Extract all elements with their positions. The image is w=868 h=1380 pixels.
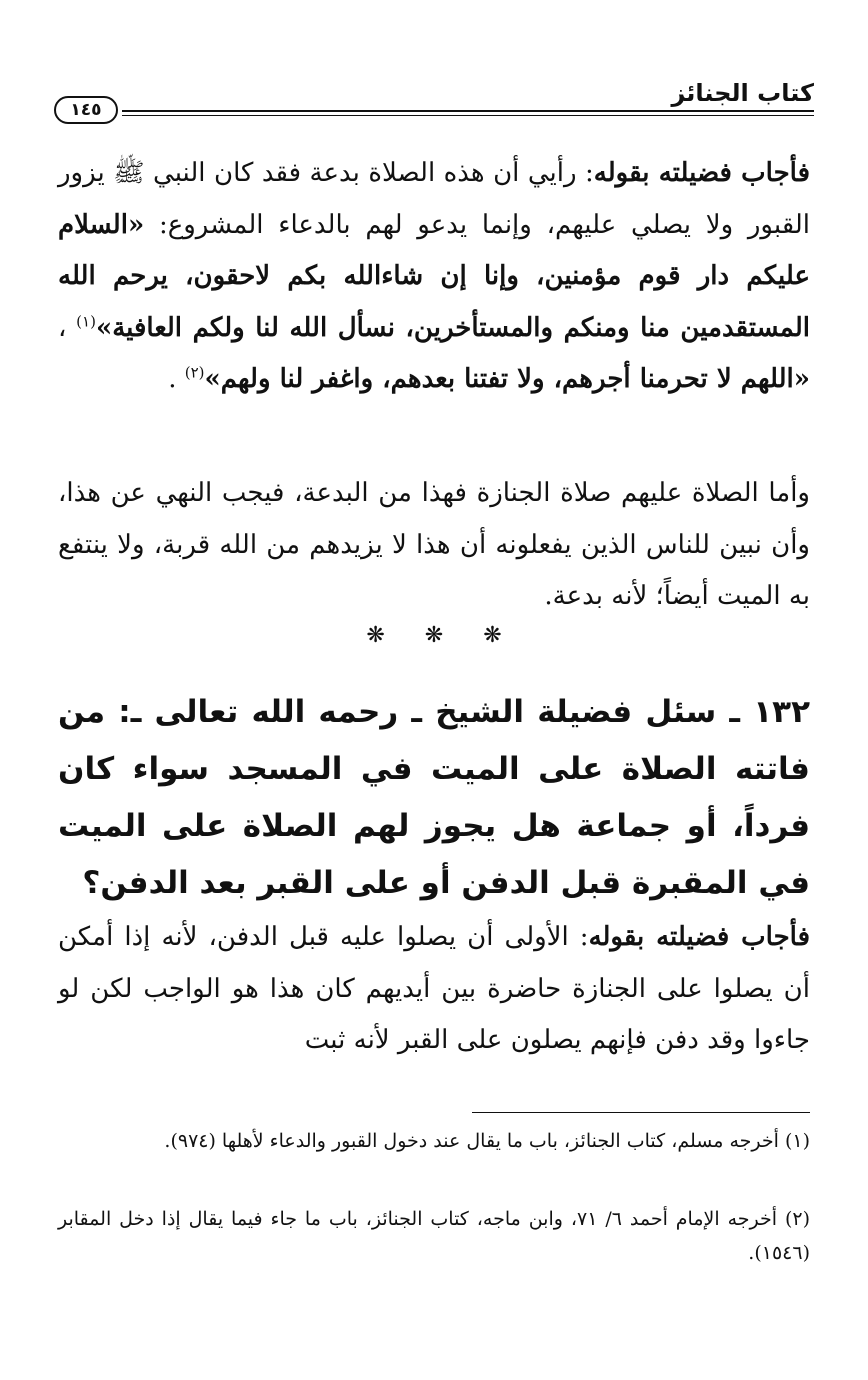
answer-paragraph-3: [58, 912, 810, 1067]
footnote-ref-1: (١): [76, 311, 96, 330]
answer-paragraph-1: [58, 148, 810, 406]
question-heading: ١٣٢ ـ سئل فضيلة الشيخ ـ رحمه الله تعالى ـ: من فاتته الصلاة على الميت في المسجد سواء كان فرداً، أو جماعة هل يجوز لهم الصلاة على الميت في المقبرة قبل الدفن أو على القبر بعد الدفن؟: [58, 694, 810, 901]
answer-lead: فأجاب فضيلته بقوله: [593, 158, 810, 188]
footnote-ref-2: (٢): [184, 363, 205, 382]
page-header: [54, 78, 814, 128]
footnote-2: [58, 1202, 810, 1270]
answer-lead: فأجاب فضيلته بقوله: [588, 922, 810, 952]
star-ornament: ❋: [424, 623, 444, 648]
footnote-text: أخرجه الإمام أحمد ٦/ ٧١، وابن ماجه، كتاب الجنائز، باب ما جاء فيما يقال إذا دخل المقابر (١٥٤٦).: [58, 1208, 810, 1264]
star-ornament: ❋: [483, 623, 502, 648]
footnote-divider: [472, 1112, 810, 1113]
header-rule: [122, 110, 814, 112]
section-separator: [0, 622, 868, 650]
hadith-quote-2: «اللهم لا تحرمنا أجرهم، ولا تفتنا بعدهم، واغفر لنا ولهم»: [204, 364, 810, 394]
chapter-title: كتاب الجنائز: [671, 79, 814, 107]
answer-paragraph-2: وأما الصلاة عليهم صلاة الجنازة فهذا من البدعة، فيجب النهي عن هذا، وأن نبين للناس الذين يفعلونه أن هذا لا يزيدهم من الله قربة، ولا ينتفع به الميت أيضاً؛ لأنه بدعة.: [58, 478, 810, 611]
hadith-quote-1: «السلام عليكم دار قوم مؤمنين، وإنا إن شاءالله بكم لاحقون، يرحم الله المستقدمين منا ومنكم والمستأخرين، نسأل الله لنا ولكم العافية»: [58, 209, 810, 343]
footnote-text: أخرجه مسلم، كتاب الجنائز، باب ما يقال عند دخول القبور والدعاء لأهلها (٩٧٤).: [164, 1130, 785, 1152]
header-rule-thin: [122, 115, 814, 116]
footnote-number: (٢): [784, 1208, 810, 1230]
answer-text: : رأيي أن هذه الصلاة بدعة فقد كان النبي ﷺ يزور القبور ولا يصلي عليهم، وإنما يدعو لهم بالدعاء المشروع:: [58, 158, 811, 240]
star-ornament: ❋: [366, 623, 385, 648]
answer-text: : الأولى أن يصلوا عليه قبل الدفن، لأنه إذا أمكن أن يصلوا على الجنازة حاضرة بين أيديهم كان هذا هو الواجب لكن لو جاءوا وقد دفن فإنهم يصلون على القبر لأنه ثبت: [58, 922, 810, 1055]
footnote-number: (١): [784, 1130, 810, 1152]
footnote-1: [58, 1124, 810, 1158]
paragraph-end: .: [168, 364, 185, 394]
quote-separator: ،: [58, 312, 77, 343]
page-number-badge: ١٤٥: [54, 96, 118, 124]
